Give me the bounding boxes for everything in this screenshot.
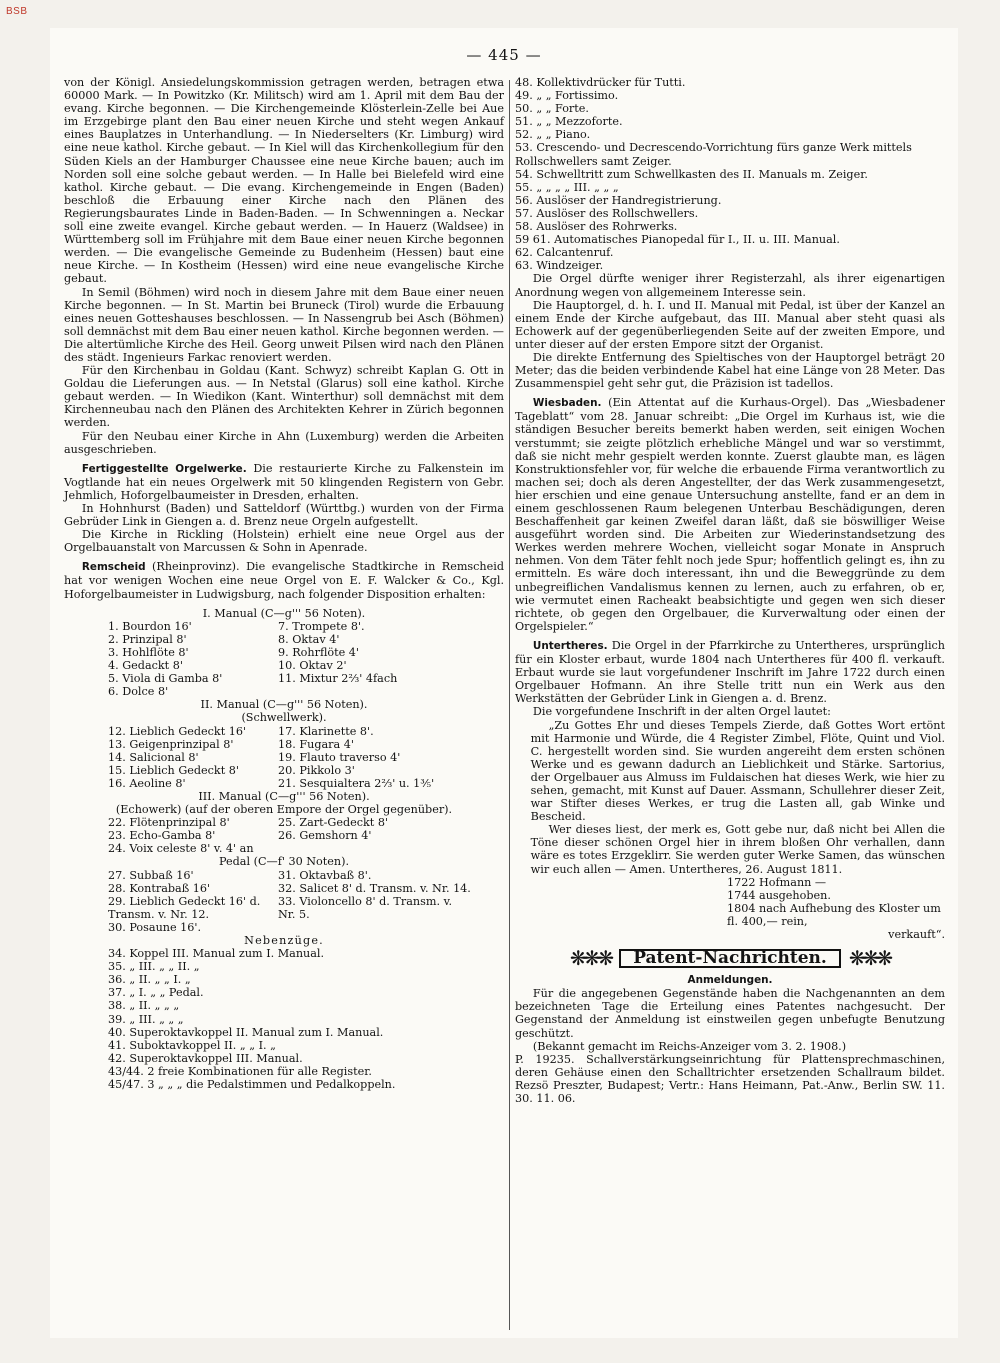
column-rule bbox=[509, 80, 510, 1330]
left-column bbox=[64, 76, 504, 1091]
church-news-paragraph: von der Königl. Ansiedelungskommission getragen werden, betragen etwa 60000 Mark. — In Powitzko (Kr. Militsch) wird am 1. April mit dem Bau der evang. Kirche begonnen. — Die Kirchengemeinde Klösterlein-Zelle bei Aue im Erzgebirge plant den Bau einer neuen Kirche und steht wegen Ankauf eines Bauplatzes in Unterhandlung. — In Niederselters (Kr. Limburg) wird eine neue kathol. Kirche gebaut. — In Kiel will das Kirchenkollegium für den Süden Kiels an der Hamburger Chaussee eine neue Kirche bauen; auch im Norden soll eine solche gebaut werden. — In Halle bei Bielefeld wird eine kathol. Kirche gebaut. — Die evang. Kirchengemeinde in Engen (Baden) beschloß die Erbauung einer Kirche nach den Plänen des Regierungsbaurates Linde in Baden-Baden. — In Schwenningen a. Neckar soll eine zweite evangel. Kirche gebaut werden. — In Hauerz (Waldsee) in Württemberg soll im Frühjahre mit dem Baue einer neuen Kirche begonnen werden. — Die evangelische Gemeinde zu Budenheim (Hessen) baut eine neue Kirche. — In Kostheim (Hessen) wird eine neue evangelische Kirche gebaut. bbox=[64, 76, 504, 286]
list-item: 38. „ II. „ „ „ bbox=[108, 999, 180, 1013]
bekannt-text: (Bekannt gemacht im Reichs-Anzeiger vom 3. 2. 1908.) bbox=[532, 1039, 847, 1053]
manual3-subheading: (Echowerk) (auf der oberen Empore der Orgel gegenüber). bbox=[115, 803, 453, 817]
list-item: 43/44. 2 freie Kombinationen für alle Register. bbox=[108, 1064, 372, 1078]
wiesbaden-text: (Ein Attentat auf die Kurhaus-Orgel). Das „Wiesbadener Tageblatt“ vom 28. Januar schreibt: „Die Orgel im Kurhaus ist, wie die ständigen Besucher bereits bemerkt haben werden, seit einigen Wochen verstummt; sie zeigte plötzlich erhebliche Mängel und war so verstimmt, daß sie nicht mehr gespielt werden konnte. Zuerst glaubte man, es lägen Konstruktionsfehler vor, für welche die erbauende Firma verantwortlich zu machen sei; doch als deren Angestellter, der das Werk zusammengesetzt, hier erschien und eine genaue Untersuchung anstellte, fand er an dem in einem geschlossenen Raum belegenen Unterbau Beschädigungen, deren Beschaffenheit gar keinen Zweifel daran läßt, daß sie böswilliger Weise ausgeführt worden sind. Die Arbeiten zur Wiederinstandsetzung des Werkes werden mehrere Wochen, vielleicht sogar Monate in Anspruch nehmen. Von dem Täter fehlt noch jede Spur; hoffentlich gelingt es, ihn zu ermitteln. Es wäre doch interessant, ihn und die Beweggründe zu dem unbegreiflichen Vandalismus kennen zu lernen, auch zu erfahren, ob er, wie vermutet einen Racheakt beabsichtigte und gegen wen sich dieser richtete, ob gegen den Orgelbauer, die Kurverwaltung oder einen der Orgelspieler.“ bbox=[515, 396, 946, 633]
stop: 21. Sesquialtera 2⅔' u. 1⅗' bbox=[278, 776, 435, 790]
stop: 6. Dolce 8' bbox=[108, 685, 169, 699]
stop: 9. Rohrflöte 4' bbox=[278, 645, 360, 659]
list-item: 51. „ „ Mezzoforte. bbox=[515, 115, 623, 129]
stop: 17. Klarinette 8'. bbox=[278, 724, 374, 738]
section-heading-fertig: Fertiggestellte Orgelwerke. bbox=[81, 462, 247, 475]
list-item: 52. „ „ Piano. bbox=[515, 128, 591, 142]
stop: Transm. v. Nr. 12. bbox=[108, 907, 210, 921]
list-item: 56. Auslöser der Handregistrierung. bbox=[515, 193, 722, 207]
stop: 2. Prinzipal 8' bbox=[108, 632, 187, 646]
stop: 12. Lieblich Gedeckt 16' bbox=[108, 724, 247, 738]
manual3-stops bbox=[64, 816, 504, 855]
stop: 5. Viola di Gamba 8' bbox=[108, 672, 223, 686]
right-column bbox=[515, 76, 945, 1105]
page-number: — 445 — bbox=[466, 46, 542, 64]
date-line: 1804 nach Aufhebung des Kloster um fl. 400,— rein, bbox=[727, 901, 941, 928]
fertig-paragraph bbox=[64, 462, 504, 502]
stop: 29. Lieblich Gedeckt 16' d. bbox=[108, 894, 261, 908]
stop: 20. Pikkolo 3' bbox=[278, 763, 355, 777]
stop: 26. Gemshorn 4' bbox=[278, 829, 372, 843]
list-item: 40. Superoktavkoppel II. Manual zum I. Manual. bbox=[108, 1025, 384, 1039]
inscription-intro: Die vorgefundene Inschrift in der alten Orgel lautet: bbox=[532, 705, 831, 719]
list-item: 57. Auslöser des Rollschwellers. bbox=[515, 206, 699, 220]
list-item: 50. „ „ Forte. bbox=[515, 102, 589, 116]
anmeldungen-text: Für die angegebenen Gegenstände haben die Nachgenannten an dem bezeichneten Tage die Erteilung eines Patentes nachgesucht. Der Gegenstand der Anmeldung ist einstweilen gegen unbefugte Benutzung geschützt. bbox=[515, 987, 945, 1040]
date-line: verkauft“. bbox=[888, 928, 945, 941]
manual3-heading: III. Manual (C—g''' 56 Noten). bbox=[198, 789, 370, 803]
nebenzuege-heading: Nebenzüge. bbox=[244, 934, 324, 947]
stop: 31. Oktavbaß 8'. bbox=[278, 868, 372, 882]
pedal-heading: Pedal (C—f' 30 Noten). bbox=[218, 855, 350, 869]
stop: 1. Bourdon 16' bbox=[108, 619, 192, 633]
list-item: 48. Kollektivdrücker für Tutti. bbox=[515, 76, 686, 89]
section-heading-anmeldungen: Anmeldungen. bbox=[687, 974, 773, 987]
date-line: 1722 Hofmann — bbox=[727, 875, 827, 889]
stop: 33. Violoncello 8' d. Transm. v. bbox=[278, 894, 453, 908]
pedal-stops bbox=[64, 869, 504, 934]
stop: 30. Posaune 16'. bbox=[108, 920, 202, 934]
page bbox=[50, 28, 958, 1338]
library-watermark: BSB bbox=[6, 6, 28, 17]
list-item: 55. „ „ „ „ III. „ „ „ bbox=[515, 180, 619, 194]
hauptorgel-paragraph: Die Hauptorgel, d. h. I. und II. Manual mit Pedal, ist über der Kanzel an einem Ende der Kirche aufgebaut, das III. Manual aber steht quasi als Echowerk auf der gegenüberliegenden Seite auf der zweiten Empore, und unter dieser auf der ersten Empore sitzt der Organist. bbox=[515, 298, 945, 351]
list-item: 53. Crescendo- und Decrescendo-Vorrichtung fürs ganze Werk mittels Rollschwellers samt Zeiger. bbox=[515, 141, 912, 168]
date-line: 1744 ausgehoben. bbox=[727, 888, 831, 902]
manual2-stops bbox=[64, 725, 504, 790]
switzerland-paragraph: Für den Kirchenbau in Goldau (Kant. Schwyz) schreibt Kaplan G. Ott in Goldau die Lieferungen aus. — In Netstal (Glarus) soll eine kathol. Kirche gebaut werden. — In Wiedikon (Kant. Winterthur) soll demnächst mit dem Kirchenneubau nach den Plänen des Architekten Kehrer in Zürich begonnen werden. bbox=[64, 364, 504, 430]
list-item: 62. Calcantenruf. bbox=[515, 246, 614, 260]
stop: 13. Geigenprinzipal 8' bbox=[108, 737, 234, 751]
ornament-icon: ❋❋❋ bbox=[569, 946, 612, 971]
stop: 7. Trompete 8'. bbox=[278, 619, 365, 633]
list-item: 58. Auslöser des Rohrwerks. bbox=[515, 220, 678, 234]
organ-interest-paragraph: Die Orgel dürfte weniger ihrer Registerzahl, als ihrer eigenartigen Anordnung wegen von allgemeinem Interesse sein. bbox=[515, 272, 945, 299]
distance-paragraph: Die direkte Entfernung des Spieltisches von der Hauptorgel beträgt 20 Meter; das die beiden verbindende Kabel hat eine Länge von 28 Meter. Das Zusammenspiel geht sehr gut, die Präzision ist tadellos. bbox=[515, 350, 945, 391]
remscheid-paragraph bbox=[64, 560, 504, 600]
stop: 22. Flötenprinzipal 8' bbox=[108, 816, 230, 830]
stop: 27. Subbaß 16' bbox=[108, 868, 194, 882]
inscription-dates bbox=[515, 876, 945, 941]
list-item: 59 61. Automatisches Pianopedal für I., II. u. III. Manual. bbox=[515, 233, 840, 247]
stop: 15. Lieblich Gedeckt 8' bbox=[108, 763, 239, 777]
stop: 16. Aeoline 8' bbox=[108, 776, 186, 790]
list-item: 49. „ „ Fortissimo. bbox=[515, 89, 619, 103]
inscription-quote: „Zu Gottes Ehr und dieses Tempels Zierde, daß Gottes Wort ertönt mit Harmonie und Würde, die 4 Register Zimbel, Flöte, Quint und Viol. C. hergestellt worden sind. Sie wurden angereiht dem ersten schönen Werke und es gewann dadurch an Lieblichkeit und Stärke. Sartorius, der Orgelbauer aus Almuss im Fuldaischen hat dieses Werk, wie hier zu sehen, gemacht, mit Kunst auf Dauer. Assmann, Schullehrer dieser Zeit, war Stifter dieses Werkes, er trug die Lasten all, gab Winke und Bescheid. bbox=[530, 718, 945, 824]
list-item: 42. Superoktavkoppel III. Manual. bbox=[108, 1051, 303, 1065]
stop: 28. Kontrabaß 16' bbox=[108, 881, 211, 895]
list-item: 36. „ II. „ „ I. „ bbox=[108, 973, 191, 987]
stop bbox=[278, 685, 504, 698]
list-item: 45/47. 3 „ „ „ die Pedalstimmen und Pedalkoppeln. bbox=[108, 1078, 396, 1092]
stop: 11. Mixtur 2⅔' 4fach bbox=[278, 672, 398, 686]
untertheres-text: Die Orgel in der Pfarrkirche zu Untertheres, ursprünglich für ein Kloster erbaut, wurde 1804 nach Untertheres für 400 fl. verkauft. Erbaut wurde sie laut vorgefundener Inschrift im Jahre 1722 durch einen Orgelbauer Hofmann. An ihre Stelle tritt nun ein Werk aus den Werkstätten der Gebrüder Link in Giengen a. d. Brenz. bbox=[515, 638, 945, 706]
list-item: 41. Suboktavkoppel II. „ „ I. „ bbox=[108, 1038, 276, 1052]
list-item: 63. Windzeiger. bbox=[515, 259, 604, 273]
stop: Nr. 5. bbox=[278, 907, 310, 921]
section-heading-wiesbaden: Wiesbaden. bbox=[532, 397, 602, 410]
list-item: 39. „ III. „ „ „ bbox=[108, 1012, 184, 1026]
stop bbox=[278, 842, 504, 855]
wiesbaden-paragraph bbox=[515, 396, 945, 633]
remscheid-text: (Rheinprovinz). Die evangelische Stadtkirche in Remscheid hat vor wenigen Wochen eine neue Orgel von E. F. Walcker & Co., Kgl. Hoforgelbaumeister in Ludwigsburg, nach folgender Disposition erhalten: bbox=[64, 560, 504, 601]
untertheres-paragraph bbox=[515, 639, 945, 705]
section-heading-untertheres: Untertheres. bbox=[532, 639, 608, 652]
stop: 14. Salicional 8' bbox=[108, 750, 199, 764]
fertig-text: Die restaurierte Kirche zu Falkenstein im Vogtlande hat ein neues Orgelwerk mit 50 klingenden Registern von Gebr. Jehmlich, Hoforgelbaumeister in Dresden, erhalten. bbox=[64, 461, 504, 502]
patent-title: Patent-Nachrichten. bbox=[619, 949, 841, 968]
nebenzuege-list bbox=[64, 947, 504, 1091]
section-heading-remscheid: Remscheid bbox=[81, 561, 146, 574]
stop: 10. Oktav 2' bbox=[278, 659, 347, 673]
stop: 32. Salicet 8' d. Transm. v. Nr. 14. bbox=[278, 881, 471, 895]
manual1-stops bbox=[64, 620, 504, 699]
stop: 4. Gedackt 8' bbox=[108, 659, 183, 673]
stop: 19. Flauto traverso 4' bbox=[278, 750, 401, 764]
stop: 3. Hohlflöte 8' bbox=[108, 645, 189, 659]
nebenzuege-list-continued bbox=[515, 76, 945, 272]
luxembourg-paragraph: Für den Neubau einer Kirche in Ahn (Luxemburg) werden die Arbeiten ausgeschrieben. bbox=[64, 429, 504, 456]
patent-entry: P. 19235. Schallverstärkungseinrichtung für Plattensprechmaschinen, deren Gehäuse einen den Schalltrichter ersetzenden Schallraum bildet. Rezsö Preszter, Budapest; Vertr.: Hans Heimann, Pat.-Anw., Berlin SW. 11. 30. 11. 06. bbox=[515, 1052, 945, 1106]
stop bbox=[278, 921, 504, 934]
stop: 25. Zart-Gedeckt 8' bbox=[278, 816, 389, 830]
stop: 8. Oktav 4' bbox=[278, 632, 340, 646]
bohemia-paragraph: In Semil (Böhmen) wird noch in diesem Jahre mit dem Baue einer neuen Kirche begonnen. — In St. Martin bei Bruneck (Tirol) wurde die Erbauung eines neuen Gotteshauses beschlossen. — In Nassengrub bei Asch (Böhmen) soll demnächst mit dem Bau einer neuen kathol. Kirche begonnen werden. — Die altertümliche Kirche des Heil. Georg unweit Pilsen wird nach den Plänen des städt. Ingenieurs Farkac renoviert werden. bbox=[64, 285, 504, 364]
stop: 23. Echo-Gamba 8' bbox=[108, 829, 216, 843]
list-item: 37. „ I. „ „ Pedal. bbox=[108, 986, 204, 1000]
list-item: 34. Koppel III. Manual zum I. Manual. bbox=[108, 947, 325, 961]
list-item: 54. Schwelltritt zum Schwellkasten des II. Manuals m. Zeiger. bbox=[515, 167, 868, 181]
stop: 18. Fugara 4' bbox=[278, 737, 354, 751]
stop: 24. Voix celeste 8' v. 4' an bbox=[108, 842, 254, 856]
inscription-quote-continued: Wer dieses liest, der merk es, Gott gebe nur, daß nicht bei Allen die Töne dieser schönen Orgel hier in ihrem bloßen Ohr verhallen, dann wäre es totes Erzgeklirr. Sie werden guter Werke Samen, das wünschen wir euch allen — Amen. Untertheres, 26. August 1811. bbox=[530, 823, 945, 876]
rickling-paragraph: Die Kirche in Rickling (Holstein) erhielt eine neue Orgel aus der Orgelbauanstalt von Marcussen & Sohn in Apenrade. bbox=[64, 528, 504, 555]
list-item: 35. „ III. „ „ II. „ bbox=[108, 960, 200, 974]
ornament-icon: ❋❋❋ bbox=[848, 946, 891, 971]
manual1-heading: I. Manual (C—g''' 56 Noten). bbox=[202, 606, 366, 620]
patent-banner bbox=[515, 946, 945, 971]
manual2-subheading: (Schwellwerk). bbox=[241, 711, 327, 725]
manual2-heading: II. Manual (C—g''' 56 Noten). bbox=[200, 698, 368, 712]
hohnhurst-paragraph: In Hohnhurst (Baden) und Satteldorf (Württbg.) wurden von der Firma Gebrüder Link in Giengen a. d. Brenz neue Orgeln aufgestellt. bbox=[64, 502, 504, 529]
